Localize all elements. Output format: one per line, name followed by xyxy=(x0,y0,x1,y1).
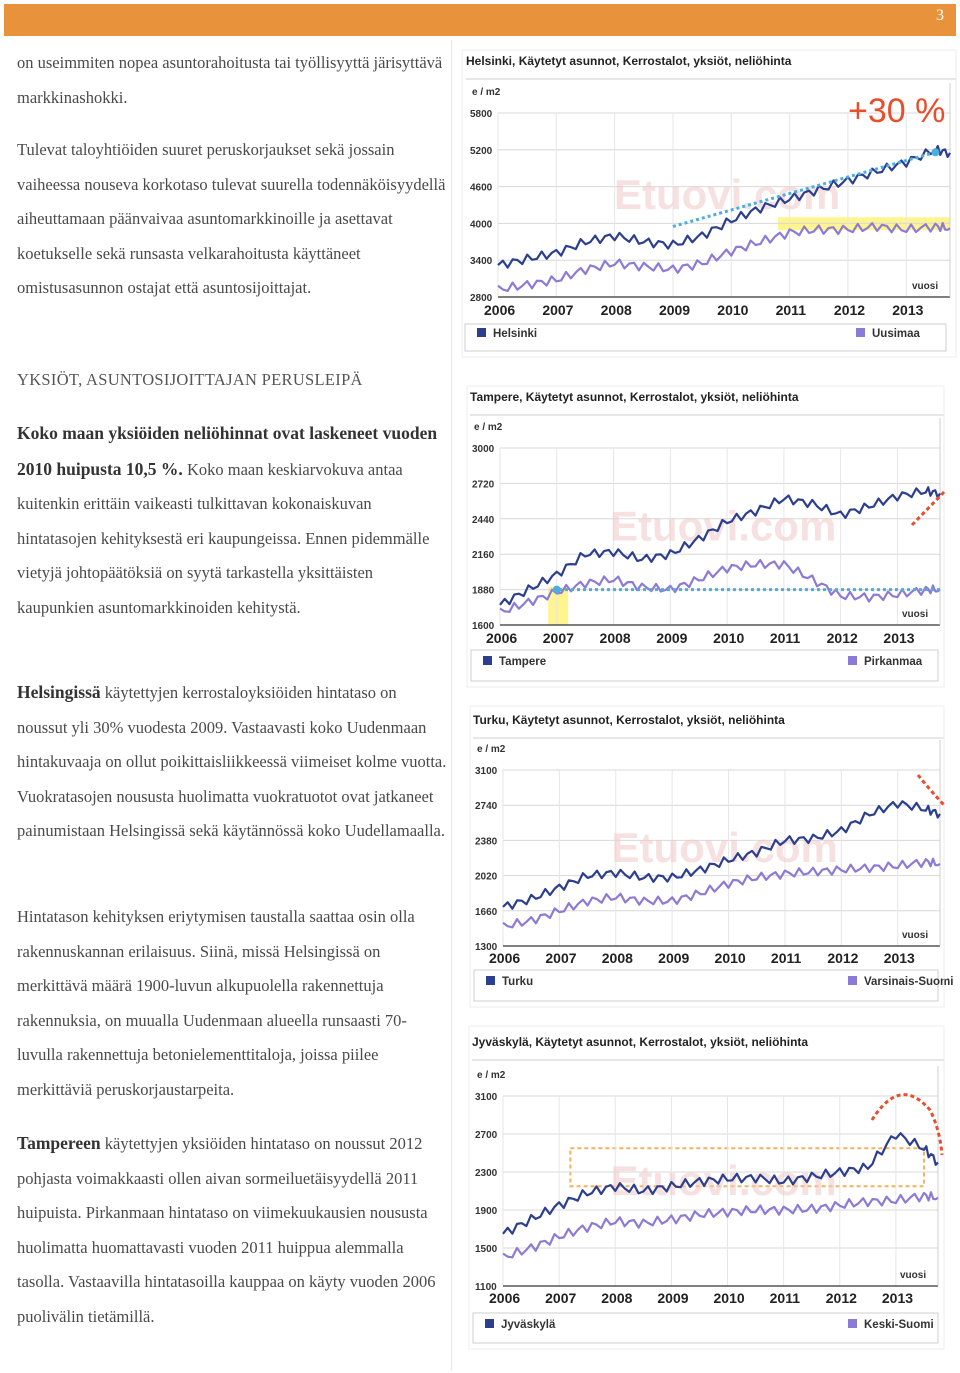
y-tick-label: 5800 xyxy=(470,109,493,120)
y-tick-label: 2440 xyxy=(472,514,495,526)
x-tick-label: 2012 xyxy=(826,630,858,646)
x-tick-label: 2010 xyxy=(714,950,746,966)
x-axis-label: vuosi xyxy=(902,930,929,941)
paragraph-6-body: käytettyjen yksiöiden hintataso on noussut 2012 pohjasta voimakkaasti ollen aivan sormeiluetäisyydellä 2011 huipuista. Pirkanmaan hintataso on viimekuukausien noususta huolimatta huomattavasti vuoden 2011 huippua alemmalla tasolla. Vastaavilla hintatasoilla kauppaa on käyty vuoden 2006 puolivälin tietämillä. xyxy=(17,1134,436,1326)
trend-arrow-head xyxy=(553,586,561,594)
legend-label: Helsinki xyxy=(493,328,538,340)
y-axis-label: e / m2 xyxy=(472,87,501,98)
legend-swatch xyxy=(848,656,857,665)
y-tick-label: 2720 xyxy=(472,479,495,491)
x-axis-label: vuosi xyxy=(902,609,929,620)
y-tick-label: 4600 xyxy=(470,182,493,194)
x-tick-label: 2009 xyxy=(657,1290,689,1306)
legend-swatch xyxy=(486,976,495,985)
legend-swatch xyxy=(848,1319,857,1328)
y-tick-label: 3400 xyxy=(470,256,493,268)
chart-title: Helsinki, Käytetyt asunnot, Kerrostalot, yksiöt, neliöhinta xyxy=(466,54,792,68)
x-tick-label: 2009 xyxy=(658,950,690,966)
y-tick-label: 1660 xyxy=(475,906,498,918)
legend-swatch xyxy=(856,328,865,337)
legend-label: Turku xyxy=(502,976,534,988)
y-tick-label: 1600 xyxy=(472,621,495,632)
watermark: Etuovi.com xyxy=(611,824,838,871)
accent-arrow-tampere xyxy=(912,490,946,525)
y-tick-label: 2740 xyxy=(475,801,498,813)
legend-swatch xyxy=(848,976,857,985)
x-tick-label: 2009 xyxy=(656,630,688,646)
y-tick-label: 2380 xyxy=(475,836,498,848)
paragraph-3-lead: Koko maan yksiöiden neliöhinnat ovat laskeneet vuoden 2010 huipusta 10,5 %. xyxy=(17,423,438,479)
x-tick-label: 2009 xyxy=(658,302,691,318)
paragraph-6-lead: Tampereen xyxy=(17,1133,101,1153)
y-tick-label: 2300 xyxy=(475,1168,498,1179)
chart-title: Tampere, Käytetyt asunnot, Kerrostalot, yksiöt, neliöhinta xyxy=(470,390,799,404)
y-tick-label: 1300 xyxy=(475,942,498,953)
accent-arrow-jyvaskyla xyxy=(872,1095,942,1155)
x-tick-label: 2008 xyxy=(599,630,631,646)
legend-label: Varsinais-Suomi xyxy=(864,976,954,988)
x-tick-label: 2007 xyxy=(545,950,577,966)
y-tick-label: 4000 xyxy=(470,219,493,231)
legend-swatch xyxy=(485,1319,494,1328)
legend-label: Keski-Suomi xyxy=(864,1319,934,1331)
paragraph-5: Hintatason kehityksen eriytymisen taustalla saattaa osin olla rakennuskannan erilaisuus. Siinä, missä Helsingissä on merkittävä määrä 1900-luvun alkupuolella rakennettuja rakennuksia, on muualla Uudenmaan alueella runsaasti 70-luvulla rakennettuja betonielementtitaloja, joissa piilee merkittäviä peruskorjaustarpeita. xyxy=(17,907,415,1099)
paragraph-4-body: käytettyjen kerrostaloyksiöiden hintataso on noussut yli 30% vuodesta 2009. Vastaavasti koko Uudenmaan hintakuvaaja on ollut poikittaisliikkeessä viimeiset kolme vuotta. Vuokratasojen noususta huolimatta vuokratuotot ovat jatkaneet painumistaan Helsingissä sekä käytännössä koko Uudellamaalla. xyxy=(17,683,447,841)
y-tick-label: 1500 xyxy=(475,1244,498,1255)
x-tick-label: 2012 xyxy=(833,302,866,318)
x-tick-label: 2012 xyxy=(827,950,859,966)
y-tick-label: 2700 xyxy=(475,1130,498,1141)
x-tick-label: 2011 xyxy=(775,302,806,318)
watermark: Etuovi.com xyxy=(610,502,837,550)
x-tick-label: 2007 xyxy=(542,302,574,318)
x-tick-label: 2013 xyxy=(883,950,915,966)
x-tick-label: 2007 xyxy=(545,1290,577,1306)
paragraph-3-body: Koko maan keskiarvokuva antaa kuitenkin erittäin vaikeasti tulkittavan kokonaiskuvan hintatasojen kehityksestä eri kaupungeissa. Ennen pidemmälle vietyjä johtopäätöksiä on syytä tarkastella yksittäisten kaupunkien asuntomarkkinoiden kehitystä. xyxy=(17,459,430,617)
chart-annotation: +30 % xyxy=(848,92,946,130)
y-axis-label: e / m2 xyxy=(474,422,503,433)
paragraph-4-lead: Helsingissä xyxy=(17,682,101,702)
series-line-uusimaa xyxy=(498,223,950,291)
y-tick-label: 5200 xyxy=(470,145,493,157)
y-tick-label: 3100 xyxy=(475,1092,498,1103)
legend-label: Pirkanmaa xyxy=(864,656,923,668)
trend-arrow-head xyxy=(931,148,939,156)
x-tick-label: 2011 xyxy=(769,630,801,646)
x-tick-label: 2008 xyxy=(600,302,632,318)
x-tick-label: 2006 xyxy=(489,950,521,966)
legend-label: Jyväskylä xyxy=(501,1319,556,1331)
y-tick-label: 3100 xyxy=(475,766,498,777)
x-tick-label: 2011 xyxy=(769,1290,801,1306)
watermark: Etuovi.com xyxy=(614,171,841,218)
legend-swatch xyxy=(477,328,486,337)
x-axis-label: vuosi xyxy=(900,1270,927,1281)
x-tick-label: 2008 xyxy=(601,1290,633,1306)
paragraph-1: on useimmiten nopea asuntorahoitusta tai työllisyyttä järisyttävä markkinashokki. xyxy=(17,53,443,107)
x-tick-label: 2007 xyxy=(542,630,574,646)
legend-label: Uusimaa xyxy=(872,328,920,340)
x-tick-label: 2006 xyxy=(484,302,516,318)
x-tick-label: 2008 xyxy=(601,950,633,966)
x-tick-label: 2010 xyxy=(717,302,749,318)
x-tick-label: 2012 xyxy=(825,1290,857,1306)
y-tick-label: 2160 xyxy=(472,550,495,562)
watermark: Etuovi.com xyxy=(610,1157,837,1204)
y-tick-label: 2800 xyxy=(470,293,493,304)
y-tick-label: 2020 xyxy=(475,871,498,883)
x-tick-label: 2013 xyxy=(892,302,924,318)
x-tick-label: 2013 xyxy=(881,1290,914,1306)
chart-title: Jyväskylä, Käytetyt asunnot, Kerrostalot, yksiöt, neliöhinta xyxy=(472,1035,809,1049)
y-tick-label: 1880 xyxy=(472,585,495,597)
legend-label: Tampere xyxy=(499,656,547,668)
x-tick-label: 2013 xyxy=(883,630,915,646)
y-axis-label: e / m2 xyxy=(477,1070,506,1081)
page-number: 3 xyxy=(936,7,944,24)
x-tick-label: 2010 xyxy=(713,630,745,646)
y-tick-label: 3000 xyxy=(472,444,495,455)
y-tick-label: 1900 xyxy=(475,1206,498,1217)
legend-swatch xyxy=(483,656,492,665)
x-axis-label: vuosi xyxy=(912,281,939,292)
section-heading: YKSIÖT, ASUNTOSIJOITTAJAN PERUSLEIPÄ xyxy=(17,370,363,389)
x-tick-label: 2006 xyxy=(486,630,518,646)
x-tick-label: 2010 xyxy=(713,1290,745,1306)
paragraph-2: Tulevat taloyhtiöiden suuret peruskorjaukset sekä jossain vaiheessa nouseva korkotaso tulevat suurella todennäköisyydellä aiheuttamaan päänvaivaa asuntomarkkinoille ja asettavat koetukselle sekä runsasta velkarahoitusta käyttäneet omistusasunnon ostajat että asuntosijoittajat. xyxy=(17,140,446,298)
chart-title: Turku, Käytetyt asunnot, Kerrostalot, yksiöt, neliöhinta xyxy=(473,713,785,727)
x-tick-label: 2006 xyxy=(489,1290,521,1306)
x-tick-label: 2011 xyxy=(770,950,802,966)
y-axis-label: e / m2 xyxy=(477,744,506,755)
y-tick-label: 1100 xyxy=(475,1282,497,1293)
